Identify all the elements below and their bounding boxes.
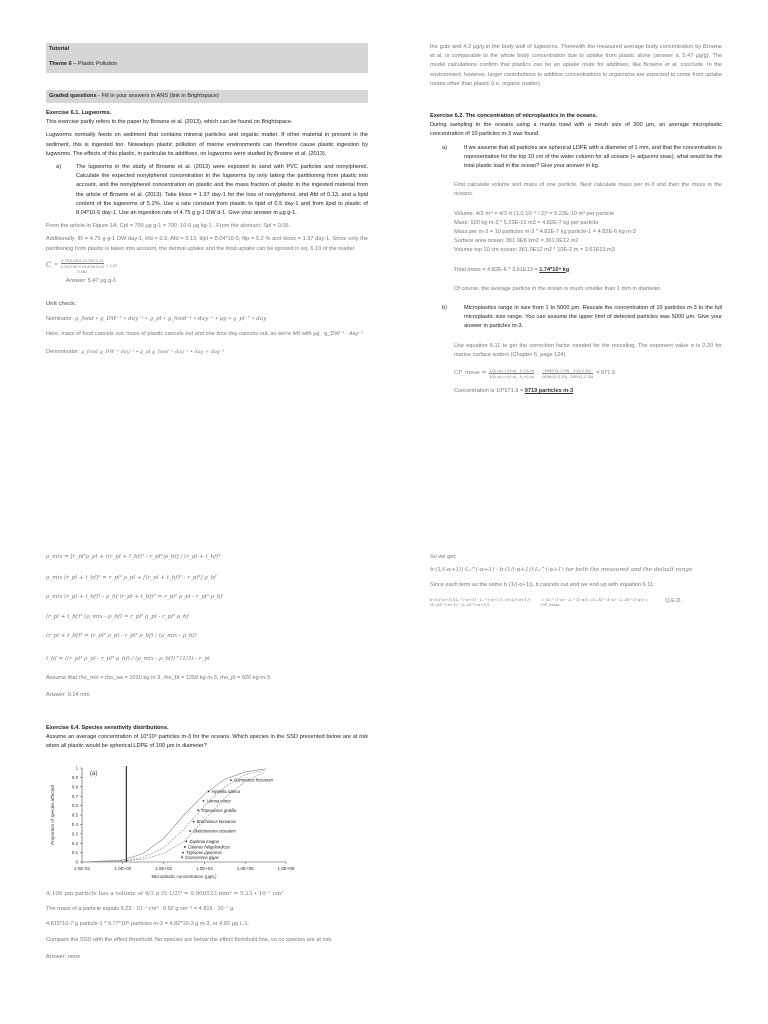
derivation-right-line-1: b·(1/(-α+1))·L₂^(-α+1) - b·(1/(-α+1))·L₁^(-α+1) for both the measured and the default range.: [430, 567, 694, 574]
right-column: [430, 43, 722, 396]
x-tick-label: 1.0E+00: [114, 866, 132, 871]
derivation-answer: Answer: 0.14 mm: [46, 692, 90, 699]
derivation-line-5: (r_pl + t_bf)³ = (r_pl³ ρ_pl - r_pl³ ρ_bf) / (ρ_mix - ρ_bf): [46, 632, 197, 639]
mass-per-m3-line: Mass per m-3 = 10 particles m-3 * 4.82E-7 kg particle-1 = 4.82E-6 kg m-3: [454, 229, 636, 236]
y-tick-label: 0.8: [71, 784, 78, 790]
ex64-volume: A 100 μm particle has a volume of 4/3 π (0.1/2)³ = 0.000523 mm³ = 5.23 ∙ 10⁻⁷ cm³: [46, 891, 284, 897]
total-mass-line: [454, 266, 722, 275]
volume-line: Volume: 4/3 πr³ = 4/3 π (1.0·10⁻³ / 2)³ = 5.23E-10 m³ per particle: [454, 210, 615, 217]
total-mass-prefix: Total mass = 4.82E-6 * 3.61E13 =: [454, 266, 540, 273]
final-eq-right: = (L₂^(1-α) - L₁^(1-α)) / (L₂,M^(1-α) - L₁,M^(1-α)) = CF_meas: [541, 596, 649, 607]
cf-left-fraction: [489, 368, 534, 379]
assume-line: Assume that rho_mix = rho_sw = 1030 kg m-3, rho_bf = 1250 kg m-3, rho_pl = 920 kg m-3.: [46, 675, 272, 682]
x-tick-label: 1.0E+04: [195, 866, 213, 871]
so-we-get: So we get:: [430, 554, 457, 560]
theme-label: Theme 6: [49, 61, 72, 68]
mass-line: Mass: 920 kg m-3 * 5.23E-10 m3 = 4.82E-7 kg per particle: [454, 219, 599, 226]
left-column: [46, 43, 368, 357]
ssd-chart: [46, 762, 306, 882]
ex64-compare: Compare the SSD with the effect threshold. No species are below the effect threshold line, so no species are at risk.: [46, 936, 333, 943]
species-label: Brachionus koreanus: [196, 819, 237, 825]
species-point: [193, 821, 195, 823]
formula-numerator: 4.75∙0.05∙0.13∙700∙0.13: [61, 257, 104, 263]
species-point: [203, 800, 205, 802]
nominator-label: Nominator:: [46, 316, 74, 323]
cf-den-left: 1/(1-α) L₂^(1-α) - L₁^(1-α): [489, 374, 534, 380]
ex64-answer: Answer: none: [46, 953, 81, 960]
conc-line: [454, 387, 722, 396]
question-marker: b): [442, 305, 447, 312]
cf-num-left: 1/(1-α) L₂^(1-α) - L₁^(1-α): [489, 368, 534, 374]
ex64-answers: [46, 890, 368, 962]
cf-formula: CF_meas = $\frac{\text{1/(1-α) L₂\textasciicircum{}(1-α) - L₁\textasciicircum{}(1-α)}}{\text{1/(1-α) L₂\textasciicircum{}(1-α) - L₁\textasciicircum{}(1-α)}}$ = $\frac{5000\^{}(1-2.20) - 1\^{}(1-2.20)}{5000\^{}(1-2.20) - 300\^{}(1-2.20)}$ = 971.9: [454, 368, 616, 380]
x-tick-label: 1.0E+06: [236, 866, 254, 871]
header-bar: [46, 43, 368, 73]
species-label: Gammarus fossarum: [233, 777, 274, 783]
question-marker: a): [442, 144, 447, 151]
x-tick-label: 1.0E-02: [74, 866, 90, 871]
ssd-chart-svg: [46, 762, 306, 882]
conc-prefix: Concentration is 10*971.9 =: [454, 388, 525, 395]
ssd-curve-1: [82, 769, 266, 862]
species-label: Calanus helgolandicus: [187, 844, 230, 850]
y-tick-label: 0.4: [71, 822, 78, 827]
nominator-line: [46, 315, 368, 324]
y-tick-label: 0.7: [71, 793, 78, 799]
species-label: Crassostrea gigas: [185, 854, 219, 860]
derivation-line-2: ρ_mix (r_pl + t_bf)³ = r_pl³ ρ_pl + [(r_pl + t_bf)³ - r_pl³] ρ_bf: [46, 575, 217, 582]
formula-denominator: 4.75∙0.05∙0.13∙8.04∙0.13: [60, 263, 105, 269]
formula-block: C = 4.75∙0.05∙0.13∙700∙0.13 4.75∙0.05∙0.13∙8.04∙0.13 0.052 + 1.97: [46, 257, 118, 274]
ex62-b-answer: [430, 342, 722, 397]
derivation-line-4: (r_pl + t_bf)³ (ρ_mix - ρ_bf) = r_pl³ ρ_pl - r_pl³ ρ_bf: [46, 613, 189, 620]
derivation-line-6: t_bf = ((r_pl³ ρ_pl - r_pl³ ρ_bf) / (ρ_mix - ρ_bf))^(1/3) - r_pl: [46, 656, 210, 663]
tutorial-title: Tutorial: [49, 46, 70, 52]
cf-num-right: 5000^(1-2.20) - 1^(1-2.20): [544, 368, 591, 374]
final-equation: [430, 597, 722, 607]
ex62-question-a: [430, 144, 722, 172]
species-label: Skeletonema costatum: [193, 828, 236, 834]
y-tick-label: 0: [75, 859, 78, 865]
ex64-mass: The mass of a particle equals 5.23 ∙ 10⁻⁷ cm³ ∙ 0.92 g cm⁻³ = 4.815 ∙ 10⁻⁷ g: [46, 906, 234, 913]
y-tick-label: 0.5: [71, 812, 78, 818]
from-article: From the article in Figure 1A: Cpl = 700 μg g-1 = 700 ∙10-6 μg kg-1 . From the abstract: Spl = 0.05.: [46, 223, 291, 230]
ssd-curve-0: [82, 770, 266, 862]
y-tick-label: 0.3: [71, 831, 78, 837]
ex61-paragraph: Lugworms normally feeds on sediment that contains mineral particles and organic matter. If other material in present in the sediment, this is ingested too. Nowadays plastic pollution of marine environments can therefore cause plastic ingestion by lugworms. The effects of this plastic, in particular its additives, on lugworms were studied by Browne et al. (2013).: [46, 132, 368, 157]
species-label: Daphnia magna: [189, 838, 219, 844]
species-point: [181, 856, 183, 858]
ex61-title: Exercise 6.1. Lugworms.: [46, 110, 112, 116]
qed: Q.E.D.: [665, 598, 683, 605]
ex64-title: Exercise 6.4. Species sensitivity distributions.: [46, 725, 169, 731]
since-line: Since each term as the same b·(1/(-α+1)), it cancels out and we end up with equation 6.11:: [430, 582, 655, 589]
ex64-intro: Assume an average concentration of 10*10⁶ particles m-3 for the oceans. Which species in the SSD presented below are at risk when all plastic would be spherical LDPE of 100 μm in diameter?: [46, 734, 368, 750]
ex61-answer: Answer: 5.47 μg g-1: [66, 277, 117, 284]
final-eq-left: b·(1/(-α+1))(L₂^(-α+1) - L₁^(-α+1)) / b·(1/(-α+1))(L₂,M^(-α+1) - L₁,M^(-α+1)): [430, 596, 531, 607]
here-text: Here, mass of food cancels out, mass of plastic cancels out and one time day cancels out, so we're left with μg ∙ g_DW⁻¹ ∙ day⁻¹: [46, 331, 364, 338]
ex61-continued: the guts and 4.2 μg/g in the body wall of lugworms. Therewith the measured average body concentration by Browne et al. is comparable to the whole body concentration due to uptake from plastic alone (answer a, 5.47 μg/g). The model calculations confirm that plastics can be an uptake route for additives, like Browne et al. conclude. In the environment, however, larger contributions to additive concentrations in organisms are expected to come from uptake routes other than plastic (i.e. organic matter).: [430, 44, 722, 87]
ex62-title: Exercise 6.2. The concentration of microplastics in the oceans.: [430, 113, 598, 120]
unit-check-heading: Unit check:: [46, 301, 77, 308]
y-tick-label: 0.6: [71, 803, 78, 809]
question-text: Microplastics range in size from 1 to 5000 μm. Rescale the concentration of 10 particles m-3 to the full microplastic size range. You can assume the upper limit of detected particles was 5000 μm. Give your answer in particles m-3.: [464, 305, 722, 330]
ex61-intro: This exercise partly refers to the paper by Browne et al. (2013), which can be found on Brightspace.: [46, 119, 293, 126]
ex62-question-b: [430, 304, 722, 332]
y-tick-label: 1: [75, 765, 78, 771]
ssd-curve-2: [82, 772, 266, 862]
species-label: Tigriopus japonicus: [186, 850, 223, 856]
species-label: Tripneustes gratilla: [201, 807, 237, 813]
nominator-expr: g_food ∙ g_DW⁻¹ ∙ day⁻¹ ∙ g_pl ∙ g_food⁻¹ ∙ day⁻¹ ∙ μg ∙ g_pl⁻¹ ∙ day: [74, 316, 267, 323]
theme-name: – Plastic Pollution: [71, 61, 118, 68]
calc-note: First calculate volume and mass of one particle. Next calculate mass per m-3 and then the mass in the oceans.: [454, 182, 722, 198]
theme-line: [49, 60, 365, 69]
y-axis-label: Proportion of species affected: [50, 785, 55, 845]
x-axis-label: Microplastic concentration (μg/L): [151, 874, 217, 879]
ex64-section: [46, 724, 368, 752]
x-tick-label: 1.0E+08: [277, 866, 295, 871]
y-tick-label: 0.2: [71, 840, 78, 846]
additionally: Additionally, IR = 4.75 g g-1 DW day-1, kfd = 0.5, Afd = 0.13, klpl = 8.04*10-5, flip = 5.2 % and kloss = 1.97 day-1. Since only the partitioning from plastic is taken into account, the dermal uptake and the food uptake can be ignored in eq. 6.10 of the reader.: [46, 236, 368, 252]
y-tick-label: 0.9: [71, 775, 78, 780]
derivation-line-3: ρ_mix (r_pl + t_bf)³ - ρ_bf (r_pl + t_bf)³ = r_pl³ ρ_pl - r_pl³ ρ_bf: [46, 594, 223, 601]
cf-result: = 971.9: [596, 370, 616, 377]
cf-right-fraction: [542, 368, 593, 379]
species-label: Hyalella azteca: [211, 789, 240, 794]
x-tick-label: 1.0E+02: [155, 866, 173, 871]
graded-bar: [46, 90, 368, 103]
question-text: The lugworms in the study of Browne et al. (2013) were exposed to sand with PVC particles and nonylphenol. Calculate the expected nonylphenol concentration in the lugworms by only taking the partitioning from plastic into account, and the nonylphenol concentration on plastic and the mass fraction of plastic in the ingested material from the article of Browne et al. (2013). Take kloss = 1.97 day-1 for the loss of nonylphenol, and Afd of 0.13, and a lipid content of the lugworms of 5.2%. Use a rate constant from plastic to lipid of 0.5 day-1 and from lipid to plastic of 8.04*10-5 day-1. Use an ingestion rate of 4.75 g g-1 DW d-1. Give your answer in μg g-1.: [76, 164, 368, 217]
denominator-label: Denominator:: [46, 348, 80, 355]
graded-heading: Graded questions: [49, 93, 97, 99]
formula-denominator2: 0.052: [77, 268, 88, 274]
denominator-expr: g_food g_DW⁻¹ day⁻¹ ∙ g_pl g_food⁻¹ day⁻¹ ∙ day + day⁻¹: [81, 348, 225, 355]
species-point: [184, 846, 186, 848]
species-point: [185, 840, 187, 842]
denominator-line: [46, 348, 368, 357]
chart-title: (a): [90, 771, 98, 777]
species-point: [208, 791, 210, 793]
cf-den-right: 5000^(1-2.20) - 300^(1-2.20): [542, 374, 594, 380]
ex62-intro: During sampling in the oceans using a manta trawl with a mesh size of 300 μm, an average microplastic concentration of 10 particles m-3 was found.: [430, 122, 722, 138]
species-point: [182, 852, 184, 854]
species-point: [197, 809, 199, 811]
use-eq: Use equation 6.11 to get the correction factor needed for the rescaling. The exponent value α is 2.20 for marine surface waters (Chapter 6, page 124).: [454, 342, 722, 358]
derivation-left: [46, 553, 368, 701]
species-point: [230, 779, 232, 781]
formula-fraction: [61, 258, 104, 274]
formula-lhs: C: [46, 261, 52, 270]
of-course: Of course, the average particle in the ocean is much smaller than 1 mm in diameter.: [454, 285, 662, 292]
ex62-a-answer: [430, 181, 722, 294]
derivation-right: [430, 553, 722, 607]
graded-note: - Fill in your answers in ANS (link in Brightspace): [96, 93, 219, 99]
question-marker: a): [56, 164, 61, 171]
ex64-conc: 4.815*10-7 g particle-1 * 9.77*10⁶ particles m-3 = 4.82*10-3 g m-3, or 4.82 μg L-1.: [46, 921, 250, 928]
y-tick-label: 0.1: [71, 850, 78, 856]
formula-tail: + 1.97: [106, 263, 118, 269]
volume-top-line: Volume top 10 cm ocean: 361.0E12 m2 * 10E-2 m = 3.61E13 m3: [454, 247, 615, 254]
species-point: [189, 830, 191, 832]
question-text: If we assume that all particles are spherical LDPE with a diameter of 1 mm, and that the concentration is representative for the top 10 cm of the water column for all oceans (+ adjacent seas), what would be the total plastic load in the ocean? Give your answer in kg.: [464, 144, 722, 170]
surface-line: Surface area ocean: 361.0E6 km2 = 361.0E12 m2: [454, 238, 579, 245]
conc-answer: 9719 particles m-3: [524, 388, 574, 395]
cf-label: CF_meas =: [454, 370, 487, 377]
species-label: Lemna minor: [206, 798, 231, 804]
ex61-question-a: [46, 163, 368, 218]
derivation-line-1: ρ_mix = [r_pl³ρ_pl + ((r_pl + t_bf)³ - r_pl³)ρ_bf] / (r_pl + t_bf)³: [46, 554, 221, 560]
total-mass-answer: 1.74*10⁸ kg: [539, 266, 570, 273]
